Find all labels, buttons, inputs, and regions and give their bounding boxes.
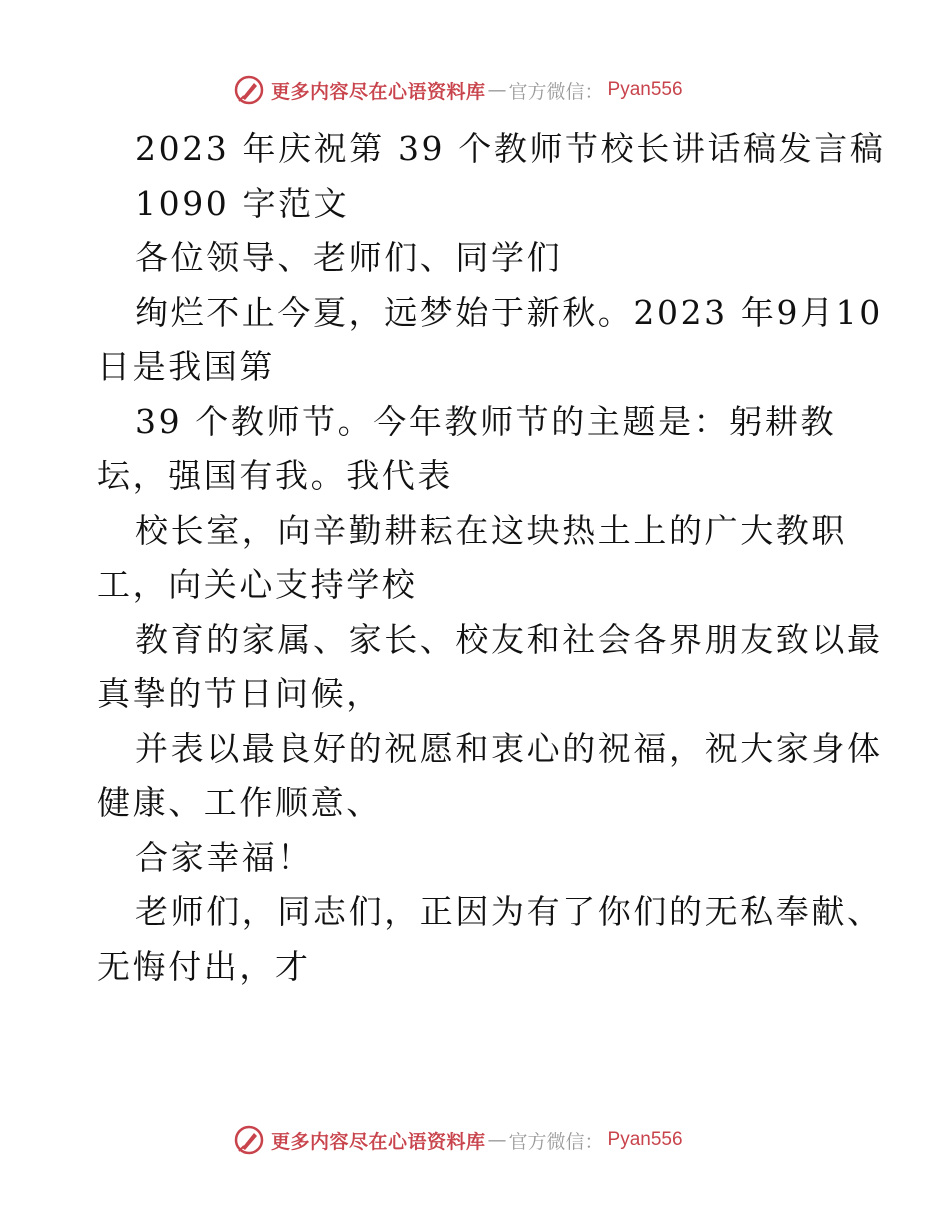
watermark-account: Pyan556 bbox=[607, 1129, 683, 1150]
watermark-dash: — bbox=[487, 79, 507, 101]
document-body bbox=[97, 122, 886, 994]
paragraph-line: 教育的家属、家长、校友和社会各界朋友致以最 bbox=[135, 619, 883, 659]
header-watermark bbox=[233, 73, 683, 107]
paragraph-line: 绚烂不止今夏，远梦始于新秋。2023 年9月10 bbox=[135, 292, 883, 332]
paragraph-line: 无悔付出，才 bbox=[97, 946, 311, 986]
watermark-brand: 更多内容尽在心语资料库 bbox=[271, 80, 486, 103]
title-line-2: 1090 字范文 bbox=[135, 183, 350, 223]
paragraph-line: 日是我国第 bbox=[97, 347, 275, 386]
paragraph-line: 工，向关心支持学校 bbox=[97, 565, 418, 604]
title-line-1: 2023 年庆祝第 39 个教师节校长讲话稿发言稿 bbox=[135, 129, 886, 168]
paragraph-line: 老师们，同志们，正因为有了你们的无私奉献、 bbox=[135, 892, 883, 931]
paragraph-line: 真挚的节日问候， bbox=[97, 674, 382, 713]
watermark-dash: — bbox=[487, 1129, 507, 1151]
watermark-label: 官方微信： bbox=[508, 1130, 604, 1153]
watermark-label: 官方微信： bbox=[508, 80, 604, 103]
paragraph-line: 健康、工作顺意、 bbox=[97, 783, 382, 822]
watermark-brand: 更多内容尽在心语资料库 bbox=[271, 1130, 486, 1153]
paragraph-line: 坛，强国有我。我代表 bbox=[97, 456, 453, 495]
paragraph-line: 合家幸福！ bbox=[135, 837, 313, 877]
watermark-account: Pyan556 bbox=[607, 79, 683, 100]
quill-logo-icon bbox=[233, 1124, 265, 1156]
quill-logo-icon bbox=[233, 74, 265, 106]
paragraph-line: 校长室，向辛勤耕耘在这块热土上的广大教职 bbox=[135, 510, 847, 550]
paragraph-line: 各位领导、老师们、同学们 bbox=[135, 238, 563, 277]
body-lines bbox=[97, 231, 883, 994]
footer-watermark bbox=[233, 1123, 683, 1157]
paragraph-line: 39 个教师节。今年教师节的主题是：躬耕教 bbox=[135, 401, 837, 441]
paragraph-line: 并表以最良好的祝愿和衷心的祝福，祝大家身体 bbox=[135, 728, 883, 768]
